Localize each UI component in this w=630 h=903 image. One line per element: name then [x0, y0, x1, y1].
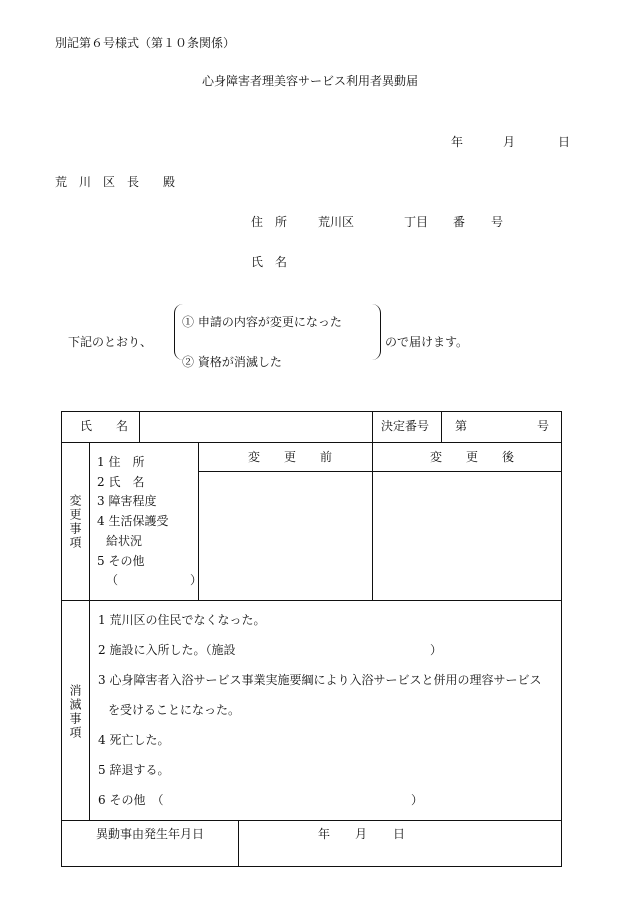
statement-lead: 下記のとおり、 — [68, 335, 153, 349]
before-change-header: 変 更 前 — [248, 450, 333, 464]
event-date-month: 月 — [355, 827, 368, 841]
event-date-label: 異動事由発生年月日 — [96, 827, 205, 841]
change-item: 3 障害程度 — [97, 494, 157, 508]
loss-item-close: ） — [430, 643, 443, 657]
address-go: 号 — [491, 215, 504, 229]
addressee: 荒 川 区 長 殿 — [55, 175, 176, 189]
address-chome: 丁目 — [404, 215, 429, 229]
loss-item: 6 その他 （ — [98, 793, 164, 807]
decision-number-label: 決定番号 — [381, 419, 430, 433]
right-brace — [372, 304, 381, 360]
event-date-year: 年 — [318, 827, 331, 841]
change-item: 給状況 — [106, 534, 143, 548]
loss-item-continued: を受けることになった。 — [108, 703, 241, 717]
decision-dai: 第 — [455, 419, 468, 433]
event-date-day: 日 — [393, 827, 406, 841]
date-year: 年 — [451, 135, 464, 149]
date-day: 日 — [558, 135, 571, 149]
left-brace — [174, 304, 183, 360]
loss-item: 5 辞退する。 — [98, 763, 170, 777]
table-name-label: 氏 名 — [80, 419, 129, 433]
loss-item-close: ） — [411, 793, 424, 807]
change-item: 4 生活保護受 — [97, 514, 169, 528]
statement-option-1: ① 申請の内容が変更になった — [182, 315, 342, 329]
change-items-label: 変更事項 — [68, 494, 82, 550]
form-label: 別記第６号様式（第１０条関係） — [55, 36, 236, 50]
change-item: 2 氏 名 — [97, 475, 145, 489]
loss-item: 3 心身障害者入浴サービス事業実施要綱により入浴サービスと併用の理容サービス — [98, 673, 542, 687]
page-title: 心身障害者理美容サービス利用者異動届 — [202, 74, 419, 88]
loss-item: 2 施設に入所した。（施設 — [98, 643, 236, 657]
address-ban: 番 — [453, 215, 466, 229]
applicant-name-label: 氏 名 — [251, 255, 288, 269]
loss-items-label: 消滅事項 — [68, 684, 82, 740]
loss-item: 4 死亡した。 — [98, 733, 170, 747]
change-item: 1 住 所 — [97, 455, 145, 469]
date-month: 月 — [503, 135, 516, 149]
address-ward: 荒川区 — [318, 215, 355, 229]
statement-option-2: ② 資格が消滅した — [182, 355, 282, 369]
address-label: 住 所 — [251, 215, 288, 229]
decision-go: 号 — [537, 419, 550, 433]
statement-tail: ので届けます。 — [385, 335, 469, 349]
after-change-header: 変 更 後 — [430, 450, 515, 464]
change-item: 5 その他 — [97, 554, 145, 568]
change-item: （ ） — [106, 573, 203, 587]
loss-item: 1 荒川区の住民でなくなった。 — [98, 613, 266, 627]
